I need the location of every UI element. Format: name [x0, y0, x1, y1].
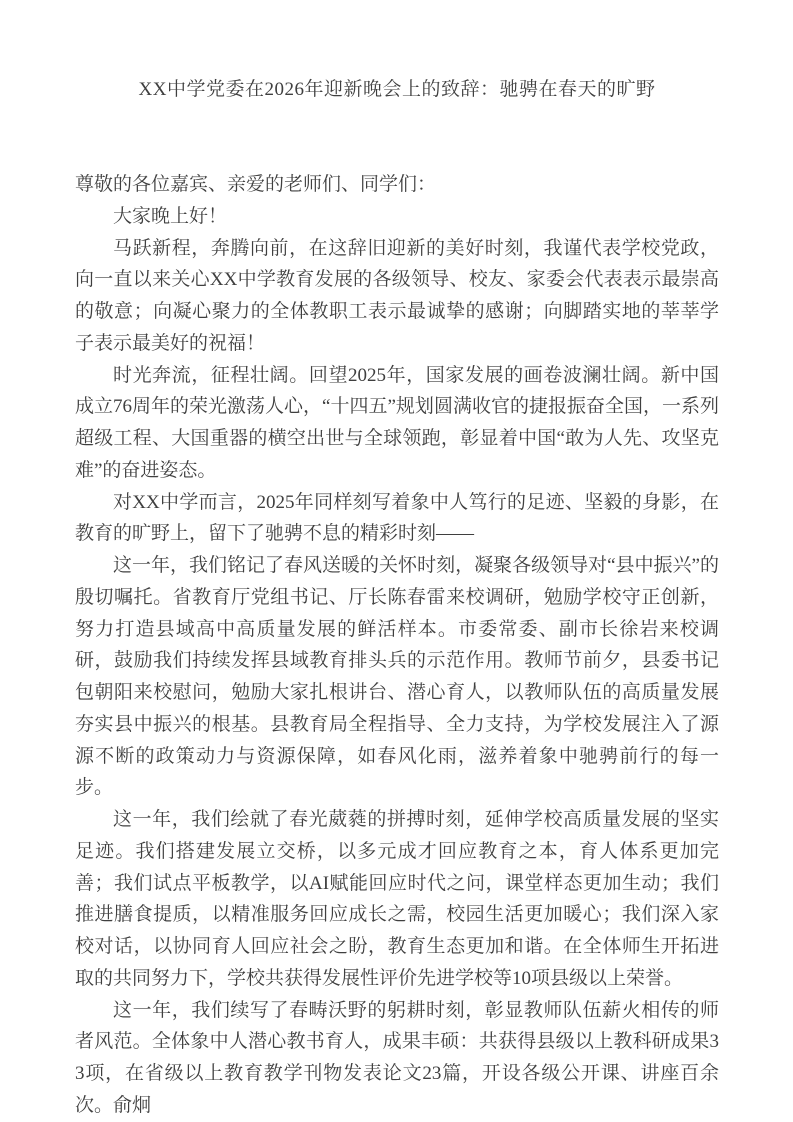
- paragraph-school-lead-in: 对XX中学而言，2025年同样刻写着象中人笃行的足迹、坚毅的身影，在教育的旷野上，留下了驰骋不息的精彩时刻——: [75, 491, 719, 545]
- paragraph-teachers-achievements: 这一年，我们续写了春畴沃野的躬耕时刻，彰显教师队伍薪火相传的师者风范。全体象中人潜心教书育人，成果丰硕：共获得县级以上教科研成果33项，在省级以上教育教学刊物发表论文23篇，开设各级公开课、讲座百余次。俞炯: [75, 999, 719, 1116]
- greeting-line: 大家晚上好！: [113, 205, 228, 227]
- salutation-line: 尊敬的各位嘉宾、亲爱的老师们、同学们：: [75, 174, 437, 195]
- document-title: XX中学党委在2026年迎新晚会上的致辞：驰骋在春天的旷野: [138, 79, 656, 100]
- paragraph-development-achievements: 这一年，我们绘就了春光葳蕤的拼搏时刻，延伸学校高质量发展的坚实足迹。我们搭建发展立交桥，以多元成才回应教育之本，育人体系更加完善；我们试点平板教学，以AI赋能回应时代之问，课堂样态更加生动；我们推进膳食提质，以精准服务回应成长之需，校园生活更加暖心；我们深入家校对话，以协同育人回应社会之盼，教育生态更加和谐。在全体师生开拓进取的共同努力下，学校共获得发展性评价先进学校等10项县级以上荣誉。: [75, 809, 719, 989]
- paragraph-opening: 马跃新程，奔腾向前，在这辞旧迎新的美好时刻，我谨代表学校党政，向一直以来关心XX中学教育发展的各级领导、校友、家委会代表表示最崇高的敬意；向凝心聚力的全体教职工表示最诚挚的感谢；向脚踏实地的莘莘学子表示最美好的祝福！: [75, 237, 719, 354]
- paragraph-national-review: 时光奔流，征程壮阔。回望2025年，国家发展的画卷波澜壮阔。新中国成立76周年的荣光激荡人心，“十四五”规划圆满收官的捷报振奋全国，一系列超级工程、大国重器的横空出世与全球领跑，彰显着中国“敢为人先、攻坚克难”的奋进姿态。: [75, 364, 719, 481]
- document-body: [75, 169, 719, 1122]
- paragraph-leadership-care: 这一年，我们铭记了春风送暖的关怀时刻，凝聚各级领导对“县中振兴”的殷切嘱托。省教育厅党组书记、厅长陈春雷来校调研，勉励学校守正创新，努力打造县域高中高质量发展的鲜活样本。市委常委、副市长徐岩来校调研，鼓励我们持续发挥县域教育排头兵的示范作用。教师节前夕，县委书记包朝阳来校慰问，勉励大家扎根讲台、潜心育人，以教师队伍的高质量发展夯实县中振兴的根基。县教育局全程指导、全力支持，为学校发展注入了源源不断的政策动力与资源保障，如春风化雨，滋养着象中驰骋前行的每一步。: [75, 555, 719, 799]
